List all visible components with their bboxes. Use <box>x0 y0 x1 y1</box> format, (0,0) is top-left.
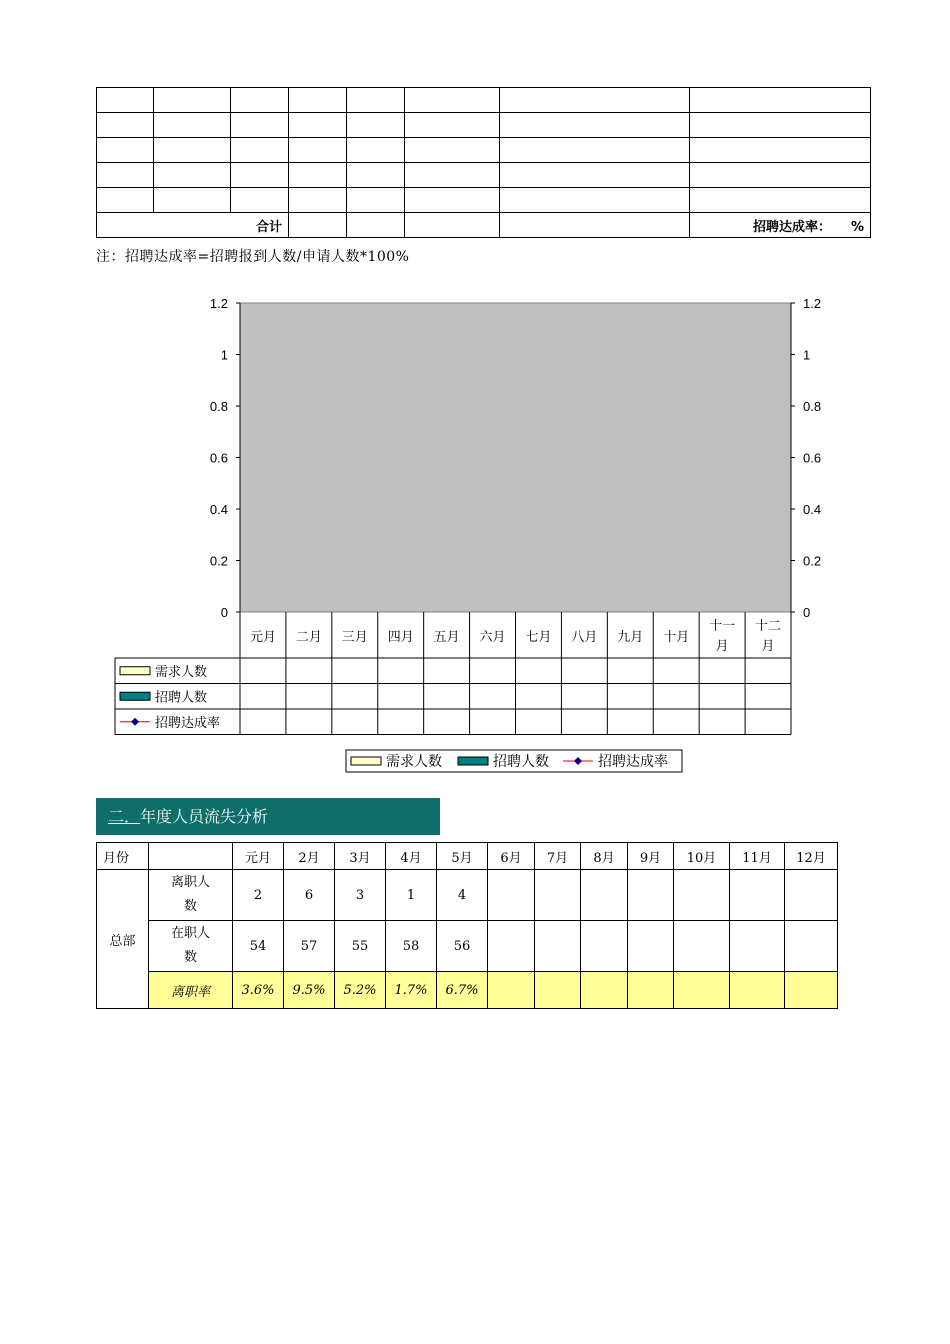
category-label: 五月 <box>433 630 460 645</box>
category-label: 七月 <box>525 630 552 645</box>
y-tick-label-right: 0 <box>803 605 811 620</box>
month-header-cell: 4月 <box>386 843 437 870</box>
turnover-value <box>488 972 535 1009</box>
dept-label: 总部 <box>97 870 149 1009</box>
turnover-header-row <box>97 843 838 870</box>
turnover-value <box>488 870 535 921</box>
turnover-value <box>674 972 730 1009</box>
category-label: 十二 <box>755 619 782 634</box>
turnover-value: 6 <box>284 870 335 921</box>
series-key-2-marker <box>131 718 139 726</box>
month-header-cell: 11月 <box>730 843 785 870</box>
turnover-value <box>628 921 674 972</box>
turnover-value: 55 <box>335 921 386 972</box>
row-label: 离职人数 <box>149 870 233 921</box>
category-label: 月 <box>761 639 775 654</box>
turnover-value <box>535 972 581 1009</box>
turnover-value: 6.7% <box>437 972 488 1009</box>
y-tick-label-right: 0.6 <box>803 450 822 466</box>
header-blank <box>149 843 233 870</box>
turnover-value <box>488 921 535 972</box>
month-header-cell: 6月 <box>488 843 535 870</box>
turnover-value: 1 <box>386 870 437 921</box>
category-label: 四月 <box>387 630 414 645</box>
turnover-value <box>730 972 785 1009</box>
category-label: 六月 <box>479 630 506 645</box>
turnover-value <box>628 972 674 1009</box>
legend-label: 需求人数 <box>386 754 442 770</box>
y-tick-label-left: 1.2 <box>209 296 228 311</box>
category-label: 三月 <box>341 630 368 645</box>
y-tick-label-right: 0.2 <box>803 553 822 569</box>
formula-note: 注：招聘达成率=招聘报到人数/申请人数*100% <box>96 249 410 265</box>
turnover-value <box>785 921 838 972</box>
turnover-value <box>674 870 730 921</box>
turnover-value <box>674 921 730 972</box>
row-label: 离职率 <box>149 972 233 1009</box>
month-header: 月份 <box>97 843 149 870</box>
category-label: 二月 <box>295 630 322 645</box>
turnover-value: 58 <box>386 921 437 972</box>
y-tick-label-left: 0.2 <box>209 553 228 569</box>
series-key-1 <box>120 692 150 700</box>
y-tick-label-left: 0.8 <box>209 399 228 414</box>
turnover-value: 3 <box>335 870 386 921</box>
turnover-value: 2 <box>233 870 284 921</box>
turnover-row <box>97 972 838 1009</box>
turnover-table <box>96 842 838 1009</box>
y-tick-label-right: 1 <box>803 347 811 363</box>
turnover-value <box>535 870 581 921</box>
turnover-value <box>785 870 838 921</box>
turnover-value: 3.6% <box>233 972 284 1009</box>
y-tick-label-left: 0.4 <box>209 502 228 517</box>
category-label: 月 <box>715 639 729 654</box>
turnover-value: 54 <box>233 921 284 972</box>
turnover-row <box>97 921 838 972</box>
month-header-cell: 2月 <box>284 843 335 870</box>
plot-area <box>240 303 791 612</box>
turnover-value <box>535 921 581 972</box>
turnover-value <box>581 921 628 972</box>
turnover-value: 56 <box>437 921 488 972</box>
turnover-value: 57 <box>284 921 335 972</box>
legend-label: 招聘人数 <box>493 754 549 770</box>
month-header-cell: 3月 <box>335 843 386 870</box>
y-tick-label-left: 1 <box>220 347 228 363</box>
month-header-cell: 5月 <box>437 843 488 870</box>
y-tick-label-right: 1.2 <box>803 296 822 311</box>
turnover-value <box>581 870 628 921</box>
section-title: 年度人员流失分析 <box>140 807 269 826</box>
series-name: 招聘达成率 <box>155 715 221 731</box>
turnover-value: 5.2% <box>335 972 386 1009</box>
turnover-value: 1.7% <box>386 972 437 1009</box>
turnover-value <box>730 870 785 921</box>
series-name: 需求人数 <box>155 664 208 680</box>
row-label: 在职人数 <box>149 921 233 972</box>
turnover-value <box>581 972 628 1009</box>
turnover-value <box>785 972 838 1009</box>
month-header-cell: 元月 <box>233 843 284 870</box>
category-label: 十一 <box>709 619 736 634</box>
legend-key-1 <box>458 757 488 765</box>
month-header-cell: 7月 <box>535 843 581 870</box>
legend-key-0 <box>351 757 381 765</box>
turnover-value <box>628 870 674 921</box>
series-key-0 <box>120 667 150 675</box>
legend-label: 招聘达成率 <box>598 754 668 770</box>
category-label: 九月 <box>617 630 644 645</box>
category-label: 八月 <box>571 630 598 645</box>
month-header-cell: 12月 <box>785 843 838 870</box>
y-tick-label-right: 0.4 <box>803 502 822 517</box>
y-tick-label-left: 0 <box>220 605 228 620</box>
turnover-row <box>97 870 838 921</box>
category-label: 十月 <box>663 630 690 645</box>
section-number: 二． <box>108 807 141 826</box>
turnover-value <box>730 921 785 972</box>
turnover-table-body <box>97 843 838 1009</box>
section-header <box>96 798 440 835</box>
rate-label: 招聘达成率： <box>752 219 831 235</box>
y-tick-label-left: 0.6 <box>209 450 228 466</box>
month-header-cell: 10月 <box>674 843 730 870</box>
series-name: 招聘人数 <box>155 690 208 706</box>
turnover-value: 4 <box>437 870 488 921</box>
y-tick-label-right: 0.8 <box>803 399 822 414</box>
total-label: 合计 <box>97 213 289 238</box>
month-header-cell: 8月 <box>581 843 628 870</box>
rate-unit: % <box>850 219 864 235</box>
category-label: 元月 <box>249 630 276 645</box>
month-header-cell: 9月 <box>628 843 674 870</box>
turnover-value: 9.5% <box>284 972 335 1009</box>
